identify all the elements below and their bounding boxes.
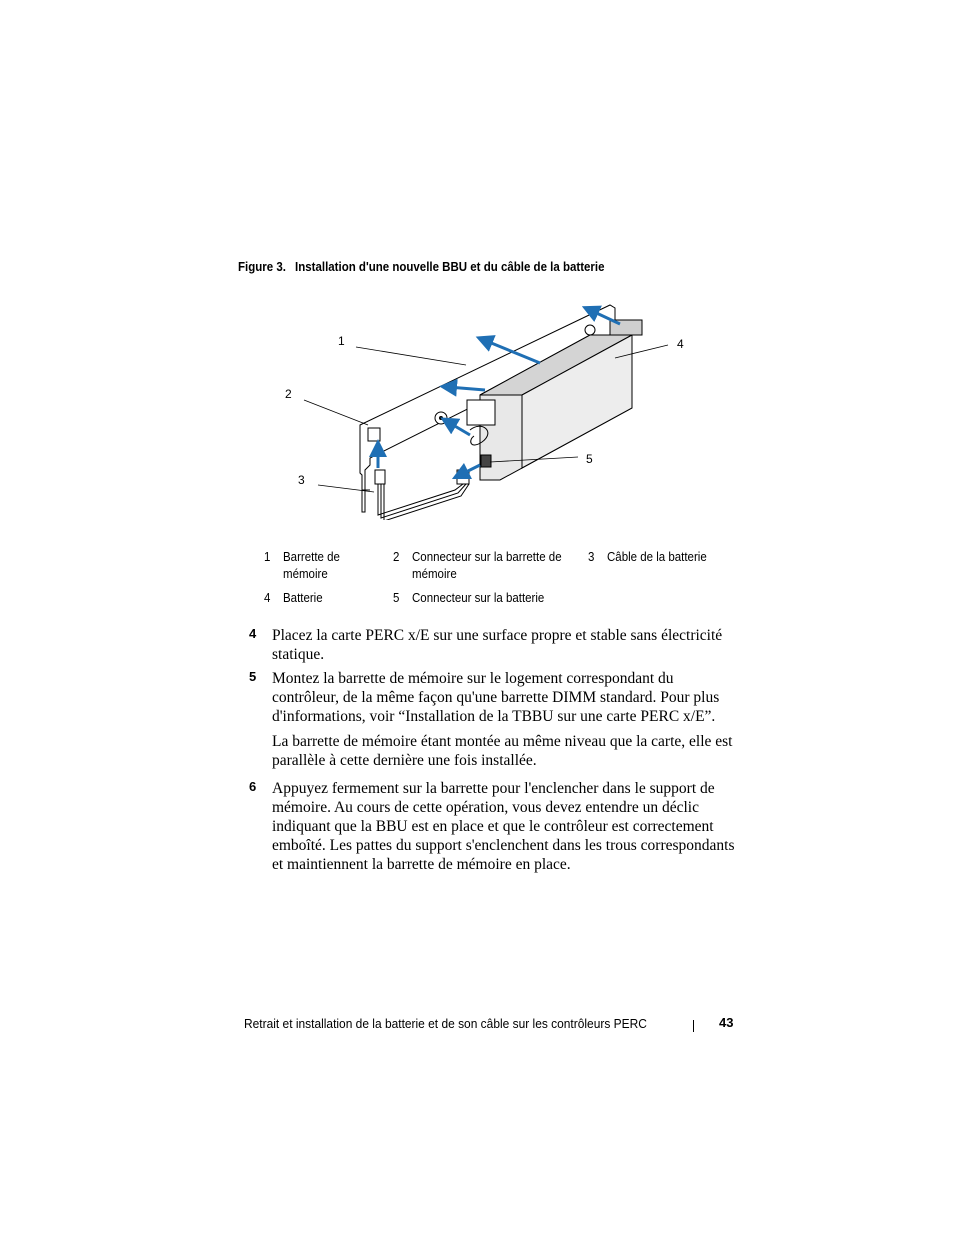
step-number: 5 [249, 669, 257, 684]
step-5-note: La barrette de mémoire étant montée au même niveau que la carte, elle est parallèle à cette dernière une fois installée. [272, 733, 733, 769]
legend-label-4: Batterie [283, 591, 323, 605]
step-text: Appuyez fermement sur la barrette pour l'enclencher dans le support de mémoire. Au cours de cette opération, vous devez entendre un déclic indiquant que la BBU est en place et que le contrôleur est correctement emboîté. Les pattes du support s'enclenchent dans les trous correspondants et maintiennent la barrette de mémoire en place. [272, 780, 735, 873]
callout-1: 1 [338, 334, 345, 348]
legend-label-1: Barrette de mémoire [283, 550, 340, 581]
battery-cable-drawing [375, 470, 469, 520]
legend-num-4: 4 [264, 591, 271, 605]
legend-label-3: Câble de la batterie [607, 550, 707, 564]
memory-connector-drawing [368, 428, 380, 441]
footer-separator [693, 1020, 694, 1032]
step-number: 4 [249, 626, 257, 641]
figure-number: Figure 3. [238, 260, 286, 274]
legend-num-5: 5 [393, 591, 400, 605]
step-text: Montez la barrette de mémoire sur le logement correspondant du contrôleur, de la même façon qu'une barrette DIMM standard. Pour plus d'informations, voir “Installation de la TBBU sur une carte PERC x/E”. [272, 670, 720, 725]
callout-3: 3 [298, 473, 305, 487]
callout-4: 4 [677, 337, 684, 351]
figure-title: Installation d'une nouvelle BBU et du câble de la batterie [295, 260, 605, 274]
callout-5: 5 [586, 452, 593, 466]
step-text: Placez la carte PERC x/E sur une surface propre et stable sans électricité statique. [272, 627, 723, 663]
callout-2: 2 [285, 387, 292, 401]
step-number: 6 [249, 779, 257, 794]
footer-chapter-title: Retrait et installation de la batterie et de son câble sur les contrôleurs PERC [244, 1016, 647, 1031]
figure-caption [238, 260, 605, 274]
legend-label-5: Connecteur sur la batterie [412, 591, 545, 605]
bbu-installation-illustration [270, 290, 690, 520]
legend-num-3: 3 [588, 550, 595, 564]
page-number: 43 [719, 1015, 734, 1030]
legend-label-2: Connecteur sur la barrette de mémoire [412, 550, 562, 581]
battery-connector-drawing [481, 455, 491, 467]
legend-num-2: 2 [393, 550, 400, 564]
legend-num-1: 1 [264, 550, 271, 564]
